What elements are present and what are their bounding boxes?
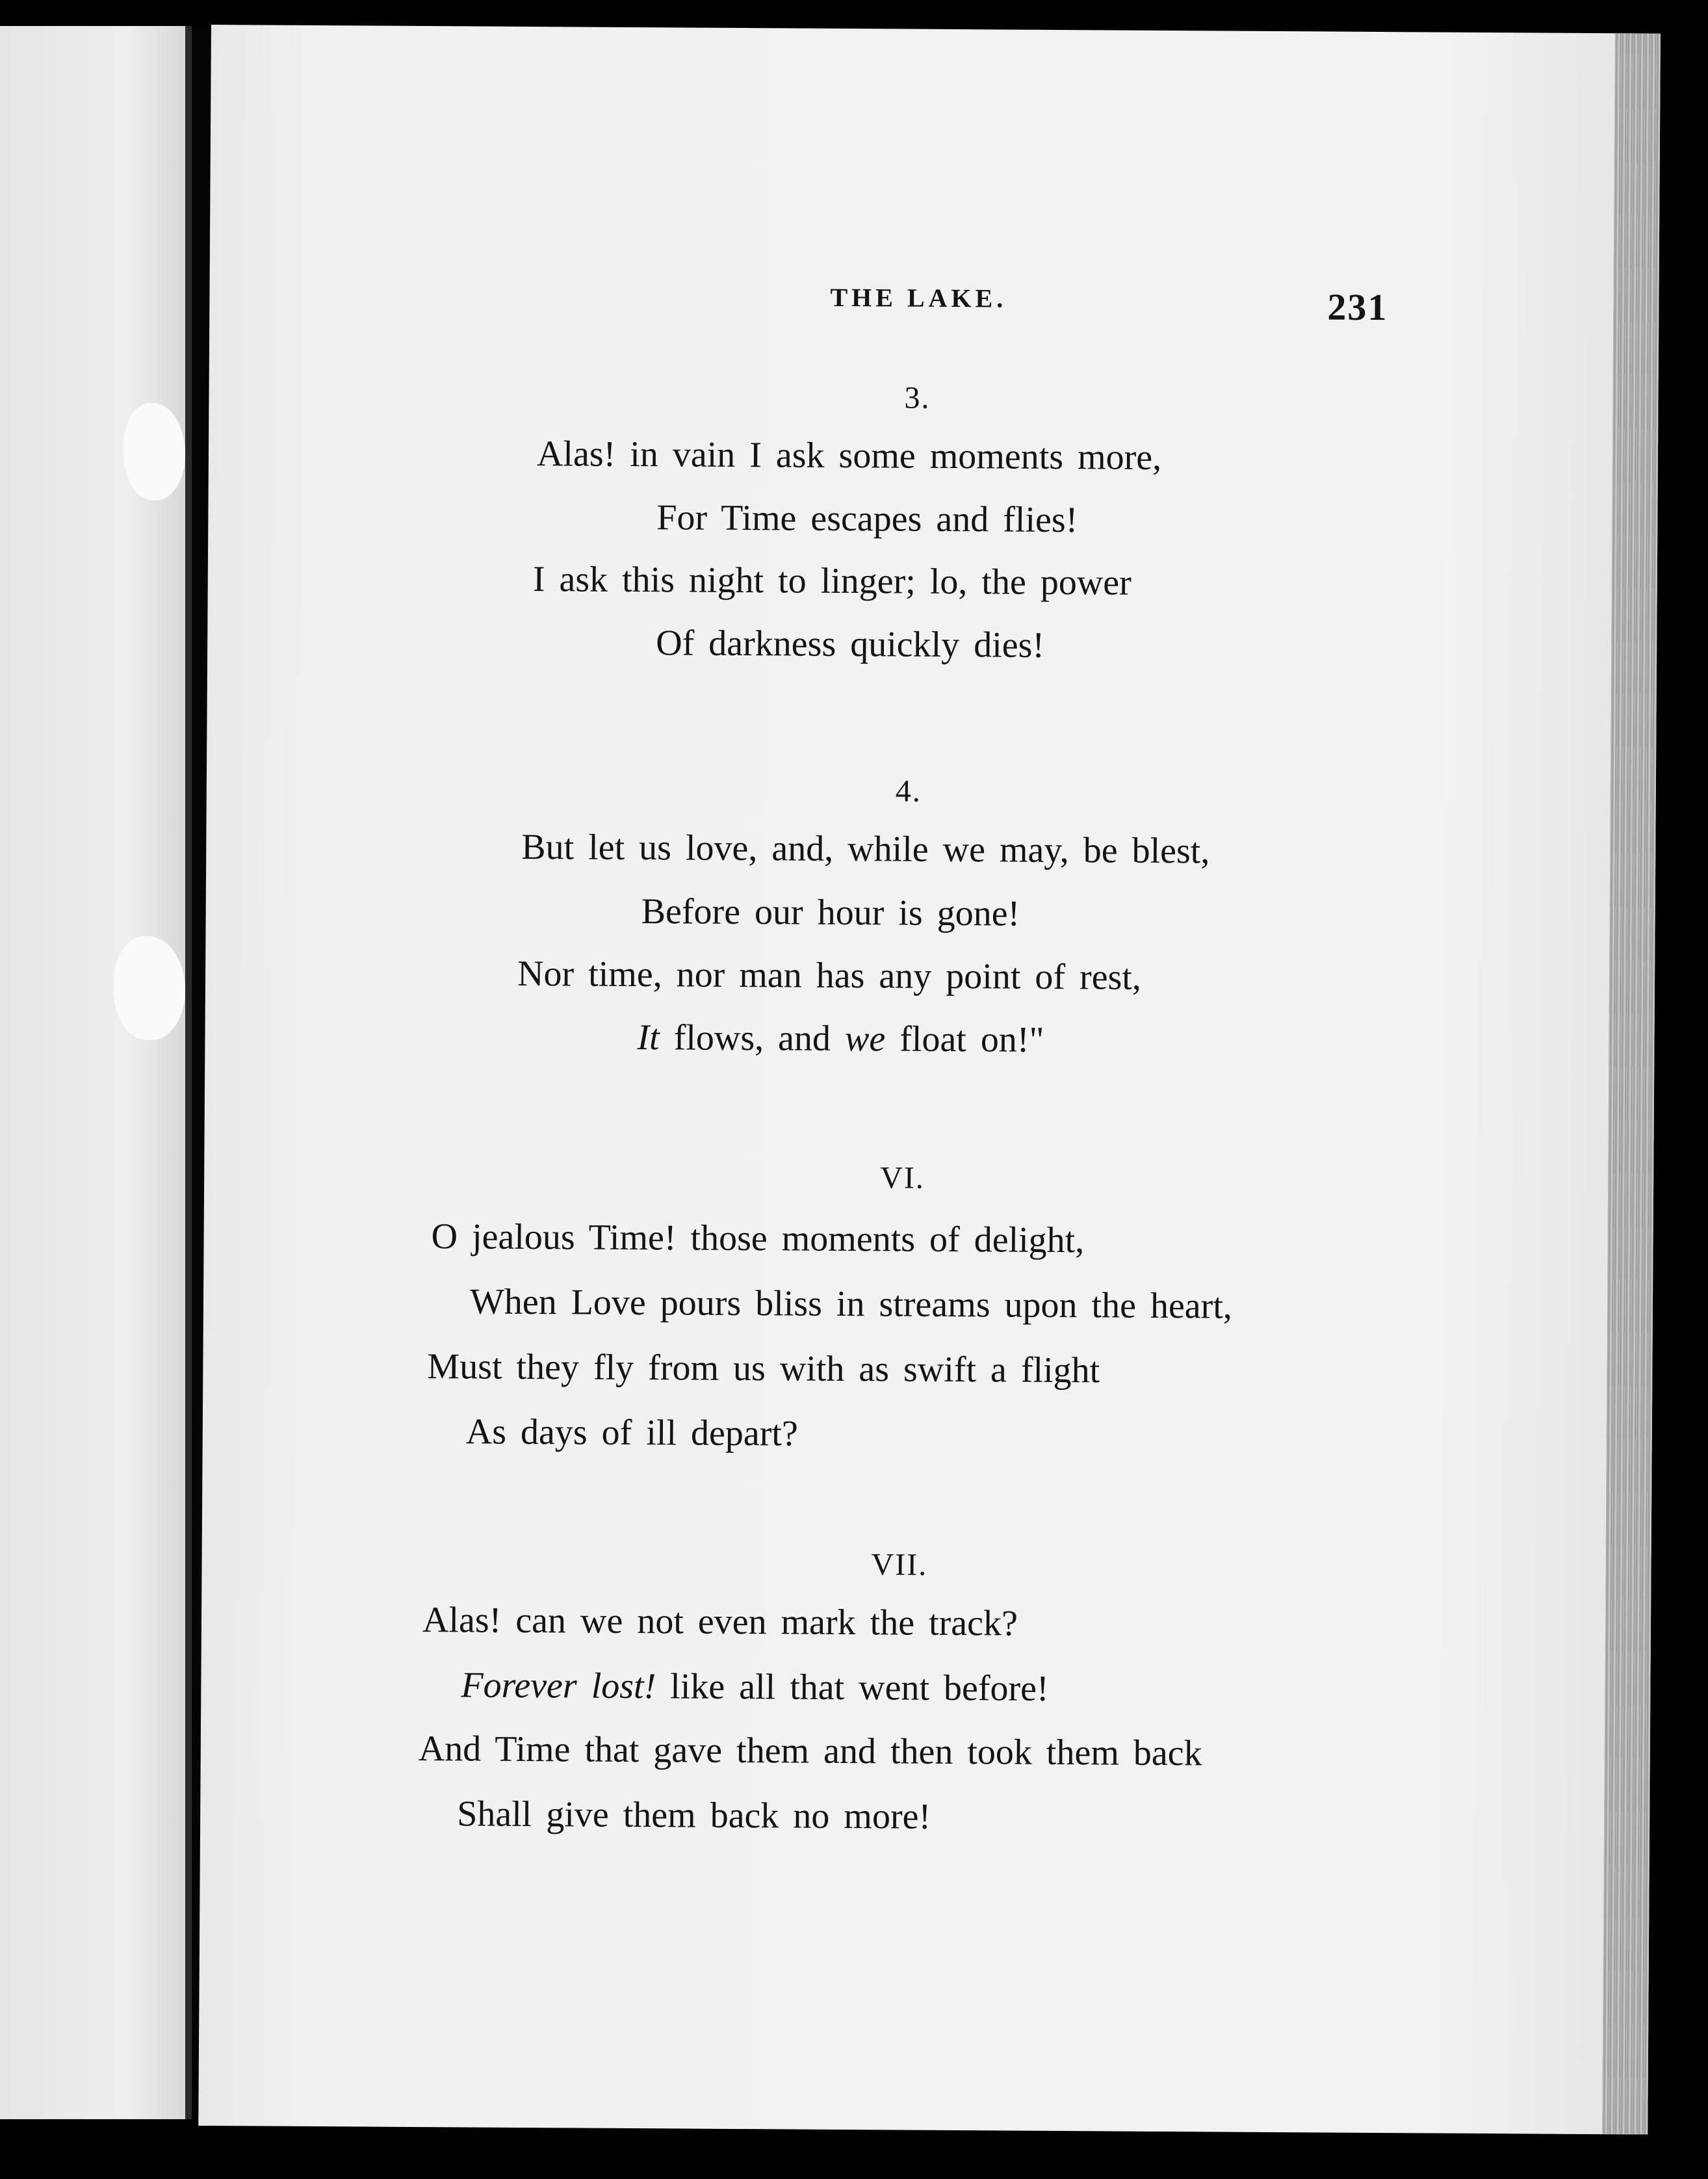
verse-line: When Love pours bliss in streams upon the heart,: [469, 1281, 1233, 1327]
left-page-edge: [0, 26, 192, 2119]
verse-line-with-italics: Forever lost! like all that went before!: [461, 1665, 1049, 1709]
verse-line: I ask this night to linger; lo, the power: [532, 559, 1132, 603]
stanza-number: VII.: [871, 1547, 928, 1582]
page-text: [198, 25, 1661, 2135]
stanza-number: 3.: [904, 380, 931, 415]
verse-line: Alas! can we not even mark the track?: [422, 1600, 1018, 1644]
verse-line: Shall give them back no more!: [457, 1794, 931, 1837]
verse-line: Must they fly from us with as swift a flight: [427, 1346, 1100, 1391]
verse-line: Of darkness quickly dies!: [656, 623, 1045, 666]
verse-line: Before our hour is gone!: [641, 891, 1020, 934]
running-title: THE LAKE.: [830, 282, 1007, 313]
verse-line: But let us love, and, while we may, be blest,: [521, 826, 1210, 872]
verse-line: As days of ill depart?: [465, 1411, 798, 1454]
verse-line-with-italics: It flows, and we float on!": [637, 1017, 1044, 1060]
verse-line: For Time escapes and flies!: [656, 497, 1078, 541]
verse-line: Alas! in vain I ask some moments more,: [536, 434, 1162, 478]
italic-phrase: Forever lost!: [461, 1665, 656, 1707]
italic-word: It: [637, 1017, 660, 1058]
stanza-number: VI.: [880, 1160, 925, 1195]
italic-word: we: [844, 1018, 886, 1060]
book-page: [198, 25, 1661, 2135]
page-number: 231: [1327, 285, 1388, 329]
verse-line: And Time that gave them and then took them back: [418, 1728, 1202, 1774]
stanza-number: 4.: [895, 774, 922, 809]
paper-blemish: [123, 403, 185, 501]
paper-blemish: [114, 936, 185, 1040]
verse-line: Nor time, nor man has any point of rest,: [517, 953, 1142, 998]
verse-line: O jealous Time! those moments of delight,: [431, 1216, 1085, 1261]
